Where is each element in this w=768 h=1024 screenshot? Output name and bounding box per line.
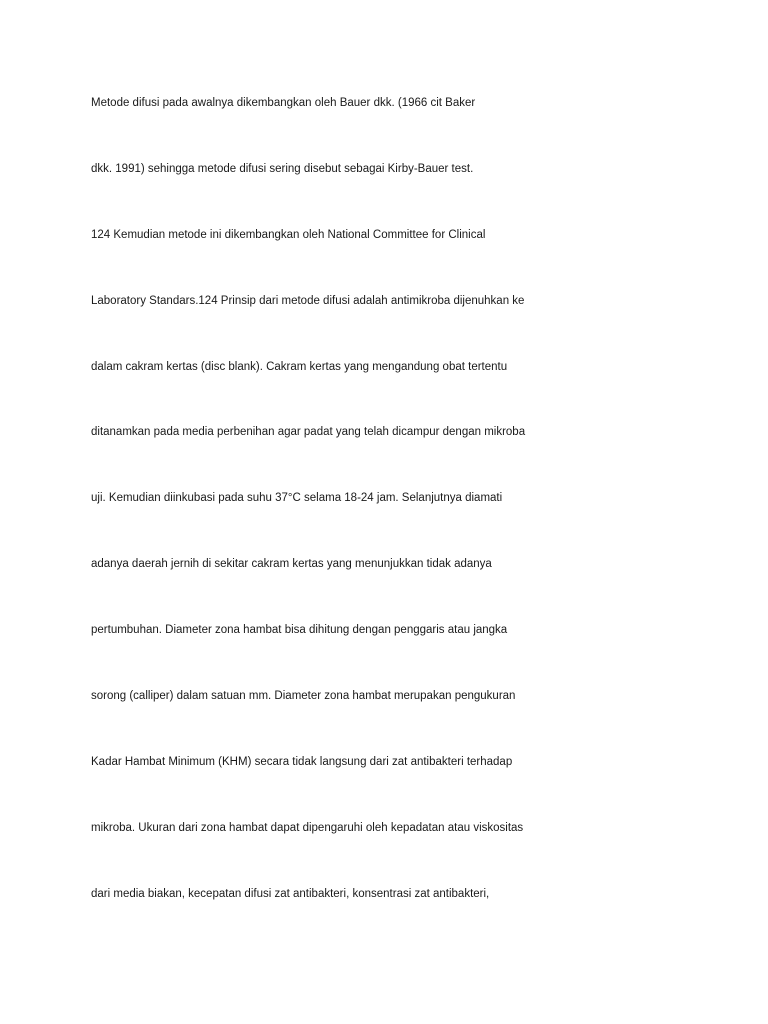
paragraph-line: uji. Kemudian diinkubasi pada suhu 37°C selama 18-24 jam. Selanjutnya diamati bbox=[91, 492, 503, 504]
paragraph-line: dalam cakram kertas (disc blank). Cakram kertas yang mengandung obat tertentu bbox=[91, 361, 508, 373]
paragraph-line: sorong (calliper) dalam satuan mm. Diameter zona hambat merupakan pengukuran bbox=[91, 690, 516, 702]
paragraph-line: ditanamkan pada media perbenihan agar padat yang telah dicampur dengan mikroba bbox=[91, 426, 526, 438]
paragraph-line: Laboratory Standars.124 Prinsip dari metode difusi adalah antimikroba dijenuhkan ke bbox=[91, 295, 525, 307]
paragraph-line: adanya daerah jernih di sekitar cakram kertas yang menunjukkan tidak adanya bbox=[91, 558, 492, 570]
paragraph-line: Metode difusi pada awalnya dikembangkan oleh Bauer dkk. (1966 cit Baker bbox=[91, 97, 476, 109]
paragraph-line: pertumbuhan. Diameter zona hambat bisa dihitung dengan penggaris atau jangka bbox=[91, 624, 508, 636]
paragraph-line: dkk. 1991) sehingga metode difusi sering disebut sebagai Kirby-Bauer test. bbox=[91, 163, 474, 175]
paragraph-line: mikroba. Ukuran dari zona hambat dapat dipengaruhi oleh kepadatan atau viskositas bbox=[91, 822, 524, 834]
paragraph-line: dari media biakan, kecepatan difusi zat antibakteri, konsentrasi zat antibakteri, bbox=[91, 888, 490, 900]
paragraph-line: Kadar Hambat Minimum (KHM) secara tidak langsung dari zat antibakteri terhadap bbox=[91, 756, 513, 768]
paragraph-line: 124 Kemudian metode ini dikembangkan oleh National Committee for Clinical bbox=[91, 229, 486, 241]
